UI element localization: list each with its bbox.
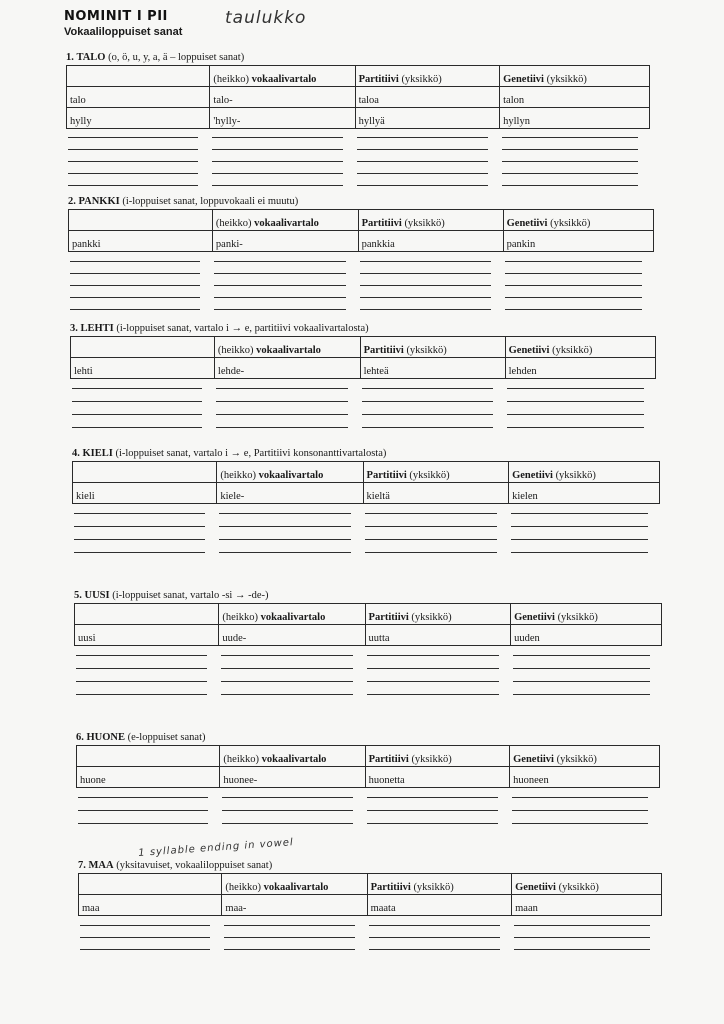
answer-line[interactable]	[360, 309, 491, 310]
table-cell: hyllyä	[355, 108, 500, 129]
answer-line[interactable]	[511, 526, 648, 527]
header-bold: Genetiivi	[506, 218, 548, 229]
section-name: MAA	[88, 860, 114, 871]
answer-line[interactable]	[365, 526, 497, 527]
header-cell-genetiivi	[505, 337, 655, 358]
header-paren: (yksikkö)	[549, 345, 593, 356]
answer-line[interactable]	[505, 285, 642, 286]
header-bold: Partitiivi	[358, 74, 399, 85]
answer-line[interactable]	[222, 810, 353, 811]
header-cell-vokaalivartalo	[214, 337, 360, 358]
section-name: KIELI	[82, 448, 113, 459]
answer-line[interactable]	[72, 388, 202, 389]
table-header-row	[71, 337, 656, 358]
header-paren: (yksikkö)	[406, 470, 450, 481]
answer-line[interactable]	[514, 937, 650, 938]
answer-line[interactable]	[212, 161, 343, 162]
section-name: HUONE	[86, 732, 126, 743]
section-description: (e-loppuiset sanat)	[127, 732, 206, 743]
header-cell-empty	[71, 337, 215, 358]
section-number: 3.	[70, 323, 78, 334]
answer-line[interactable]	[365, 513, 497, 514]
answer-line[interactable]	[68, 185, 198, 186]
answer-line[interactable]	[70, 273, 200, 274]
declension-table	[74, 603, 662, 646]
answer-line[interactable]	[214, 261, 346, 262]
answer-line[interactable]	[505, 297, 642, 298]
header-paren: (heikko)	[213, 74, 249, 85]
header-paren: (yksikkö)	[555, 882, 599, 893]
answer-line[interactable]	[78, 797, 208, 798]
answer-line[interactable]	[507, 427, 644, 428]
answer-line[interactable]	[357, 173, 488, 174]
table-cell: lehden	[505, 358, 655, 379]
answer-line[interactable]	[216, 388, 348, 389]
table-cell: uuden	[511, 625, 662, 646]
declension-table	[76, 745, 660, 788]
header-paren: (yksikkö)	[408, 754, 452, 765]
answer-line[interactable]	[72, 427, 202, 428]
answer-line[interactable]	[222, 823, 353, 824]
header-paren: (yksikkö)	[398, 74, 442, 85]
header-bold: vokaalivartalo	[258, 754, 327, 765]
answer-line[interactable]	[367, 668, 499, 669]
header-paren: (heikko)	[225, 882, 261, 893]
header-cell-vokaalivartalo	[210, 66, 355, 87]
answer-line[interactable]	[74, 513, 205, 514]
header-bold: Genetiivi	[515, 882, 556, 893]
answer-line[interactable]	[68, 173, 198, 174]
answer-line[interactable]	[221, 655, 353, 656]
header-cell-vokaalivartalo	[219, 604, 365, 625]
answer-line[interactable]	[502, 149, 638, 150]
table-cell: huone	[77, 767, 220, 788]
header-cell-genetiivi	[511, 604, 662, 625]
answer-line[interactable]	[362, 401, 493, 402]
answer-line[interactable]	[224, 949, 355, 950]
section-heading	[70, 323, 369, 334]
answer-line[interactable]	[502, 173, 638, 174]
header-bold: Genetiivi	[512, 470, 553, 481]
answer-line[interactable]	[68, 149, 198, 150]
table-cell: 'hylly-	[210, 108, 355, 129]
answer-line[interactable]	[513, 655, 650, 656]
section-number: 6.	[76, 732, 84, 743]
table-cell: uusi	[75, 625, 219, 646]
answer-line[interactable]	[76, 655, 207, 656]
header-cell-empty	[69, 210, 213, 231]
section-description: (i-loppuiset sanat, vartalo i → e, Partitiivi konsonanttivartalosta)	[115, 448, 387, 459]
answer-line[interactable]	[367, 694, 499, 695]
table-row	[69, 231, 654, 252]
header-cell-vokaalivartalo	[220, 746, 365, 767]
answer-line[interactable]	[513, 694, 650, 695]
answer-line[interactable]	[80, 925, 210, 926]
answer-line[interactable]	[505, 309, 642, 310]
header-paren: (yksikkö)	[552, 470, 596, 481]
header-cell-genetiivi	[500, 66, 650, 87]
table-cell: kiele-	[217, 483, 363, 504]
answer-line[interactable]	[219, 552, 351, 553]
table-row	[73, 483, 660, 504]
answer-line[interactable]	[70, 297, 200, 298]
table-header-row	[67, 66, 650, 87]
answer-line[interactable]	[512, 797, 648, 798]
section-description: (yksitavuiset, vokaaliloppuiset sanat)	[116, 860, 273, 871]
answer-line[interactable]	[360, 297, 491, 298]
table-cell: maata	[367, 895, 512, 916]
header-cell-genetiivi	[509, 462, 660, 483]
header-bold: vokaalivartalo	[253, 345, 321, 356]
section-name: TALO	[76, 52, 106, 63]
answer-line[interactable]	[357, 137, 488, 138]
answer-line[interactable]	[362, 427, 493, 428]
answer-line[interactable]	[216, 427, 348, 428]
section-number: 1.	[66, 52, 74, 63]
table-cell: huonee-	[220, 767, 365, 788]
table-row	[75, 625, 662, 646]
header-cell-vokaalivartalo	[222, 874, 367, 895]
header-paren: (yksikkö)	[554, 612, 598, 623]
table-cell: kieli	[73, 483, 217, 504]
header-bold: Partitiivi	[363, 345, 404, 356]
handwritten-note-maa: 1 syllable ending in vowel	[138, 837, 295, 859]
section-heading	[66, 52, 244, 63]
table-cell: talo-	[210, 87, 355, 108]
section-heading	[68, 196, 298, 207]
table-cell: kieltä	[363, 483, 509, 504]
header-bold: vokaalivartalo	[255, 470, 324, 481]
answer-line[interactable]	[221, 694, 353, 695]
header-paren: (heikko)	[215, 218, 252, 229]
header-paren: (yksikkö)	[401, 218, 445, 229]
answer-line[interactable]	[224, 925, 355, 926]
answer-line[interactable]	[357, 149, 488, 150]
section-description: (i-loppuiset sanat, loppuvokaali ei muutu)	[122, 196, 299, 207]
answer-line[interactable]	[212, 173, 343, 174]
section-description: (i-loppuiset sanat, vartalo -si → -de-)	[112, 590, 269, 601]
answer-line[interactable]	[80, 937, 210, 938]
answer-line[interactable]	[214, 285, 346, 286]
table-cell: uude-	[219, 625, 365, 646]
table-header-row	[69, 210, 654, 231]
section-number: 4.	[72, 448, 80, 459]
table-row	[67, 87, 650, 108]
table-cell: panki-	[212, 231, 358, 252]
answer-line[interactable]	[76, 668, 207, 669]
page-subtitle: Vokaaliloppuiset sanat	[64, 26, 183, 38]
answer-line[interactable]	[68, 161, 198, 162]
answer-line[interactable]	[216, 414, 348, 415]
header-cell-genetiivi	[512, 874, 662, 895]
answer-line[interactable]	[511, 513, 648, 514]
section-name: UUSI	[84, 590, 110, 601]
header-cell-partitiivi	[365, 746, 510, 767]
header-paren: (heikko)	[223, 754, 259, 765]
table-cell: talo	[67, 87, 210, 108]
section-name: LEHTI	[80, 323, 114, 334]
answer-line[interactable]	[212, 149, 343, 150]
header-cell-partitiivi	[358, 210, 503, 231]
answer-line[interactable]	[80, 949, 210, 950]
header-bold: Partitiivi	[368, 754, 409, 765]
answer-line[interactable]	[72, 414, 202, 415]
answer-line[interactable]	[369, 949, 500, 950]
header-bold: Partitiivi	[370, 882, 411, 893]
answer-line[interactable]	[505, 273, 642, 274]
table-cell: maan	[512, 895, 662, 916]
table-cell: lehti	[71, 358, 215, 379]
section-number: 2.	[68, 196, 76, 207]
table-cell: uutta	[365, 625, 511, 646]
table-cell: lehteä	[360, 358, 505, 379]
section-heading	[74, 590, 269, 601]
answer-line[interactable]	[514, 949, 650, 950]
header-paren: (heikko)	[222, 612, 258, 623]
header-bold: Genetiivi	[503, 74, 544, 85]
answer-line[interactable]	[74, 552, 205, 553]
answer-line[interactable]	[221, 681, 353, 682]
answer-line[interactable]	[367, 797, 498, 798]
answer-line[interactable]	[507, 401, 644, 402]
header-bold: vokaalivartalo	[248, 74, 317, 85]
answer-line[interactable]	[212, 185, 343, 186]
answer-line[interactable]	[505, 261, 642, 262]
answer-line[interactable]	[367, 655, 499, 656]
answer-line[interactable]	[216, 401, 348, 402]
answer-line[interactable]	[76, 681, 207, 682]
header-bold: vokaalivartalo	[260, 882, 329, 893]
answer-line[interactable]	[367, 681, 499, 682]
header-paren: (yksikkö)	[553, 754, 597, 765]
answer-line[interactable]	[502, 137, 638, 138]
header-bold: Genetiivi	[514, 612, 555, 623]
declension-table	[66, 65, 650, 129]
header-paren: (yksikkö)	[410, 882, 454, 893]
header-cell-genetiivi	[503, 210, 653, 231]
header-bold: Partitiivi	[368, 612, 409, 623]
table-cell: pankkia	[358, 231, 503, 252]
answer-line[interactable]	[511, 552, 648, 553]
header-bold: vokaalivartalo	[257, 612, 326, 623]
answer-line[interactable]	[68, 137, 198, 138]
answer-line[interactable]	[70, 285, 200, 286]
header-cell-partitiivi	[363, 462, 509, 483]
table-row	[71, 358, 656, 379]
header-paren: (heikko)	[220, 470, 256, 481]
header-cell-partitiivi	[367, 874, 512, 895]
answer-line[interactable]	[502, 185, 638, 186]
answer-line[interactable]	[72, 401, 202, 402]
header-cell-empty	[73, 462, 217, 483]
declension-table	[78, 873, 662, 916]
header-paren: (heikko)	[217, 345, 254, 356]
header-paren: (yksikkö)	[403, 345, 447, 356]
answer-line[interactable]	[513, 681, 650, 682]
table-header-row	[73, 462, 660, 483]
answer-line[interactable]	[219, 526, 351, 527]
table-cell: hylly	[67, 108, 210, 129]
table-cell: huoneen	[510, 767, 660, 788]
answer-line[interactable]	[365, 539, 497, 540]
header-cell-empty	[79, 874, 222, 895]
declension-table	[70, 336, 656, 379]
section-heading	[76, 732, 206, 743]
header-bold: vokaalivartalo	[251, 218, 319, 229]
section-description: (o, ö, u, y, a, ä – loppuiset sanat)	[108, 52, 245, 63]
handwritten-note-title: taulukko	[225, 8, 307, 28]
header-cell-vokaalivartalo	[217, 462, 363, 483]
table-row	[79, 895, 662, 916]
table-cell: talon	[500, 87, 650, 108]
answer-line[interactable]	[221, 668, 353, 669]
answer-line[interactable]	[357, 161, 488, 162]
answer-line[interactable]	[507, 414, 644, 415]
answer-line[interactable]	[74, 526, 205, 527]
header-cell-partitiivi	[360, 337, 505, 358]
answer-line[interactable]	[369, 925, 500, 926]
answer-line[interactable]	[365, 552, 497, 553]
table-cell: huonetta	[365, 767, 510, 788]
header-bold: Genetiivi	[513, 754, 554, 765]
answer-line[interactable]	[222, 797, 353, 798]
page-title: NOMINIT I PII	[64, 9, 168, 24]
table-cell: maa	[79, 895, 222, 916]
answer-line[interactable]	[214, 297, 346, 298]
header-cell-empty	[75, 604, 219, 625]
answer-line[interactable]	[507, 388, 644, 389]
answer-line[interactable]	[369, 937, 500, 938]
answer-line[interactable]	[511, 539, 648, 540]
header-cell-empty	[67, 66, 210, 87]
answer-line[interactable]	[360, 261, 491, 262]
table-cell: pankin	[503, 231, 653, 252]
header-paren: (yksikkö)	[547, 218, 591, 229]
section-number: 7.	[78, 860, 86, 871]
header-cell-partitiivi	[365, 604, 511, 625]
answer-line[interactable]	[502, 161, 638, 162]
declension-table	[72, 461, 660, 504]
table-row	[77, 767, 660, 788]
answer-line[interactable]	[219, 539, 351, 540]
answer-line[interactable]	[70, 261, 200, 262]
header-paren: (yksikkö)	[543, 74, 587, 85]
header-bold: Genetiivi	[508, 345, 550, 356]
answer-line[interactable]	[224, 937, 355, 938]
answer-line[interactable]	[214, 309, 346, 310]
header-cell-partitiivi	[355, 66, 500, 87]
table-cell: lehde-	[214, 358, 360, 379]
answer-line[interactable]	[513, 668, 650, 669]
answer-line[interactable]	[214, 273, 346, 274]
section-number: 5.	[74, 590, 82, 601]
table-header-row	[79, 874, 662, 895]
table-cell: taloa	[355, 87, 500, 108]
answer-line[interactable]	[512, 810, 648, 811]
answer-line[interactable]	[514, 925, 650, 926]
declension-table	[68, 209, 654, 252]
table-header-row	[75, 604, 662, 625]
answer-line[interactable]	[362, 414, 493, 415]
header-bold: Partitiivi	[361, 218, 402, 229]
table-header-row	[77, 746, 660, 767]
answer-line[interactable]	[70, 309, 200, 310]
section-name: PANKKI	[78, 196, 120, 207]
section-description: (i-loppuiset sanat, vartalo i → e, partitiivi vokaalivartalosta)	[116, 323, 369, 334]
answer-line[interactable]	[76, 694, 207, 695]
table-cell: maa-	[222, 895, 367, 916]
answer-line[interactable]	[360, 273, 491, 274]
answer-line[interactable]	[78, 823, 208, 824]
answer-line[interactable]	[362, 388, 493, 389]
answer-line[interactable]	[360, 285, 491, 286]
table-row	[67, 108, 650, 129]
answer-line[interactable]	[74, 539, 205, 540]
header-paren: (yksikkö)	[408, 612, 452, 623]
answer-line[interactable]	[367, 823, 498, 824]
answer-line[interactable]	[219, 513, 351, 514]
table-cell: hyllyn	[500, 108, 650, 129]
header-cell-vokaalivartalo	[212, 210, 358, 231]
answer-line[interactable]	[367, 810, 498, 811]
table-cell: kielen	[509, 483, 660, 504]
answer-line[interactable]	[212, 137, 343, 138]
header-bold: Partitiivi	[366, 470, 407, 481]
header-cell-genetiivi	[510, 746, 660, 767]
table-cell: pankki	[69, 231, 213, 252]
section-heading	[78, 860, 272, 871]
header-cell-empty	[77, 746, 220, 767]
answer-line[interactable]	[512, 823, 648, 824]
answer-line[interactable]	[78, 810, 208, 811]
section-heading	[72, 448, 386, 459]
answer-line[interactable]	[357, 185, 488, 186]
